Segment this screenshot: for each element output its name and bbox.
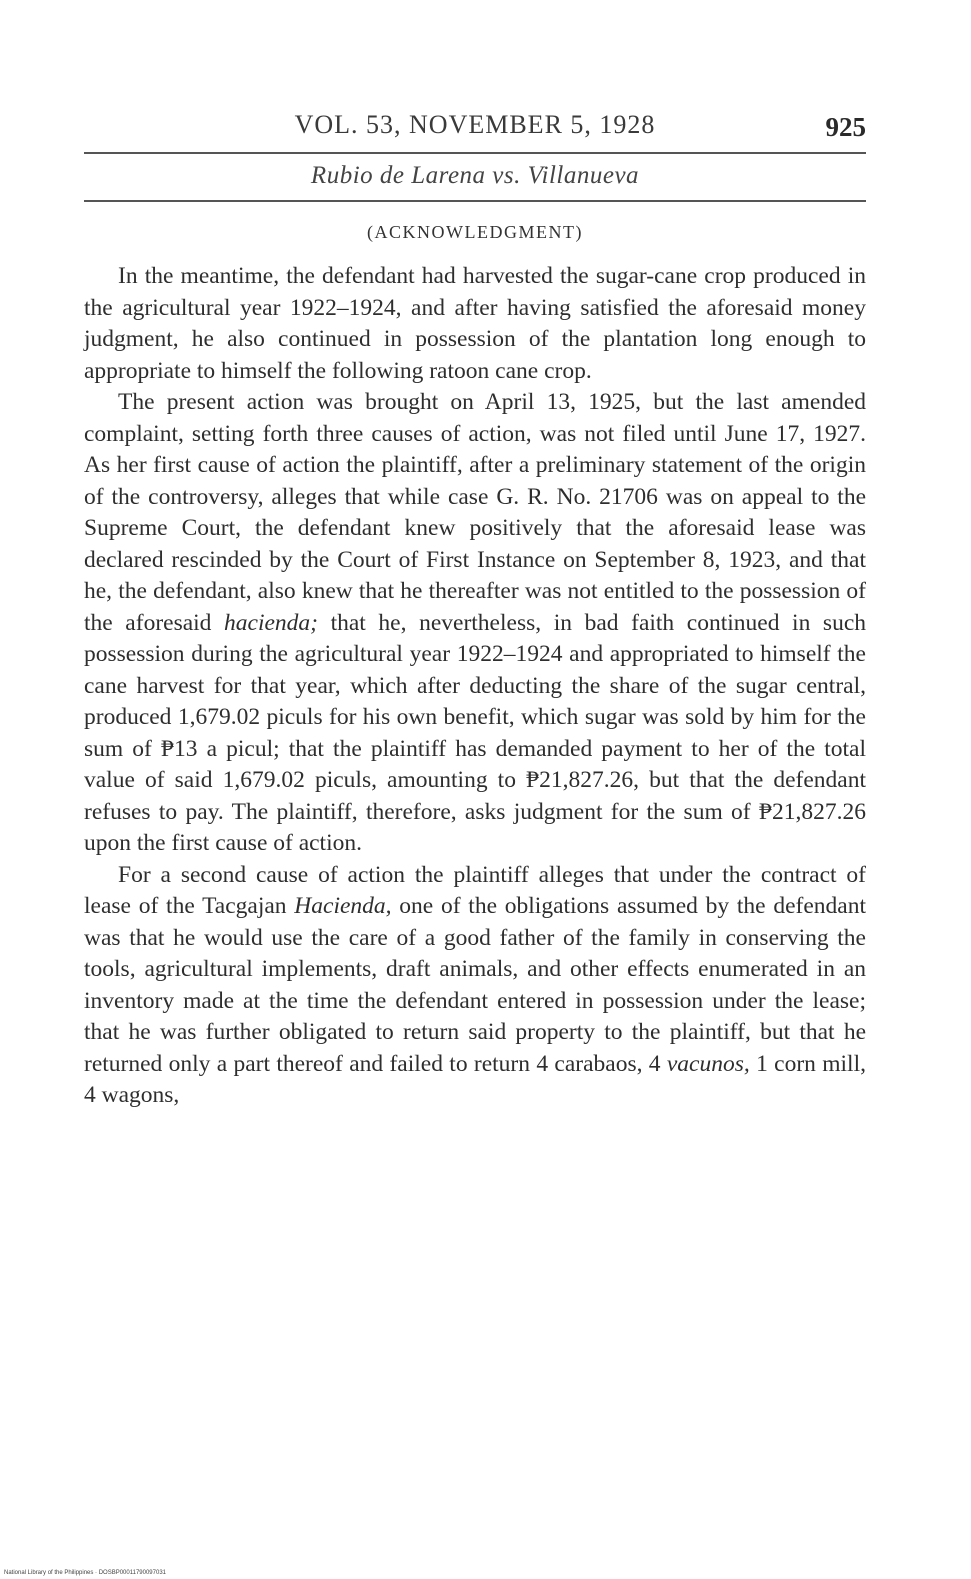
page-number: 925 bbox=[825, 112, 866, 142]
body-text bbox=[84, 261, 866, 1112]
paragraph-3 bbox=[84, 860, 866, 1112]
scan-footer-note: National Library of the Philippines · DOSBP00011790097031 bbox=[4, 1570, 166, 1576]
paragraph-1 bbox=[84, 261, 866, 387]
italic-term-vacunos: vacunos, bbox=[666, 1050, 750, 1077]
italic-term-hacienda: Hacienda, bbox=[294, 893, 392, 919]
running-head: VOL. 53, NOVEMBER 5, 1928 bbox=[294, 110, 656, 139]
case-title: Rubio de Larena vs. Villanueva bbox=[310, 162, 640, 189]
paragraph-text: one of the obligations assumed by the defendant was that he would use the care of a good father of the family in conserving the tools, agricultural implements, draft animals, and other effects enumerated in an inventory made at the time the defendant entered in possession under the lease; that he was further obligated to return said property to the plaintiff, but that he returned only a part thereof and failed to return 4 carabaos, 4 bbox=[84, 893, 866, 1077]
paragraph-text: The present action was brought on April 13, 1925, but the last amended complaint, setting forth three causes of action, was not filed until June 17, 1927. As her first cause of action the plaintiff, after a preliminary statement of the origin of the controversy, alleges that while case G. R. No. 21706 was on appeal to the Supreme Court, the defendant knew positively that the aforesaid lease was declared rescinded by the Court of First Instance on September 8, 1923, and that he, the defendant, also knew that he thereafter was not entitled to the possession of the aforesaid bbox=[84, 389, 866, 636]
paragraph-text: In the meantime, the defendant had harvested the sugar-cane crop produced in the agricultural year 1922–1924, and after having satisfied the aforesaid money judgment, he also continued in possession of the plantation long enough to appropriate to himself the following ratoon cane crop. bbox=[84, 263, 866, 384]
header-rule-bottom bbox=[84, 200, 866, 202]
paragraph-2 bbox=[84, 387, 866, 860]
paragraph-text: For a second cause of action the plaintiff alleges that under the contract of lease of the Tacgajan bbox=[84, 861, 866, 919]
header-rule-top bbox=[84, 152, 866, 154]
document-page bbox=[84, 100, 866, 1112]
section-heading: (ACKNOWLEDGMENT) bbox=[367, 222, 583, 242]
paragraph-text: that he, nevertheless, in bad faith continued in such possession during the agricultural year 1922–1924 and appropriated to himself the cane harvest for that year, which after deducting the share of the sugar central, produced 1,679.02 piculs for his own benefit, which sugar was sold by him for the sum of ₱13 a picul; that the plaintiff has demanded payment to her of the total value of said 1,679.02 piculs, amounting to ₱21,827.26, but that the defendant refuses to pay. The plaintiff, therefore, asks judgment for the sum of ₱21,827.26 upon the first cause of action. bbox=[84, 609, 866, 856]
paragraph-text: 1 corn mill, 4 wagons, bbox=[84, 1050, 866, 1108]
italic-term-hacienda: hacienda; bbox=[224, 609, 318, 636]
page-header bbox=[84, 100, 866, 148]
